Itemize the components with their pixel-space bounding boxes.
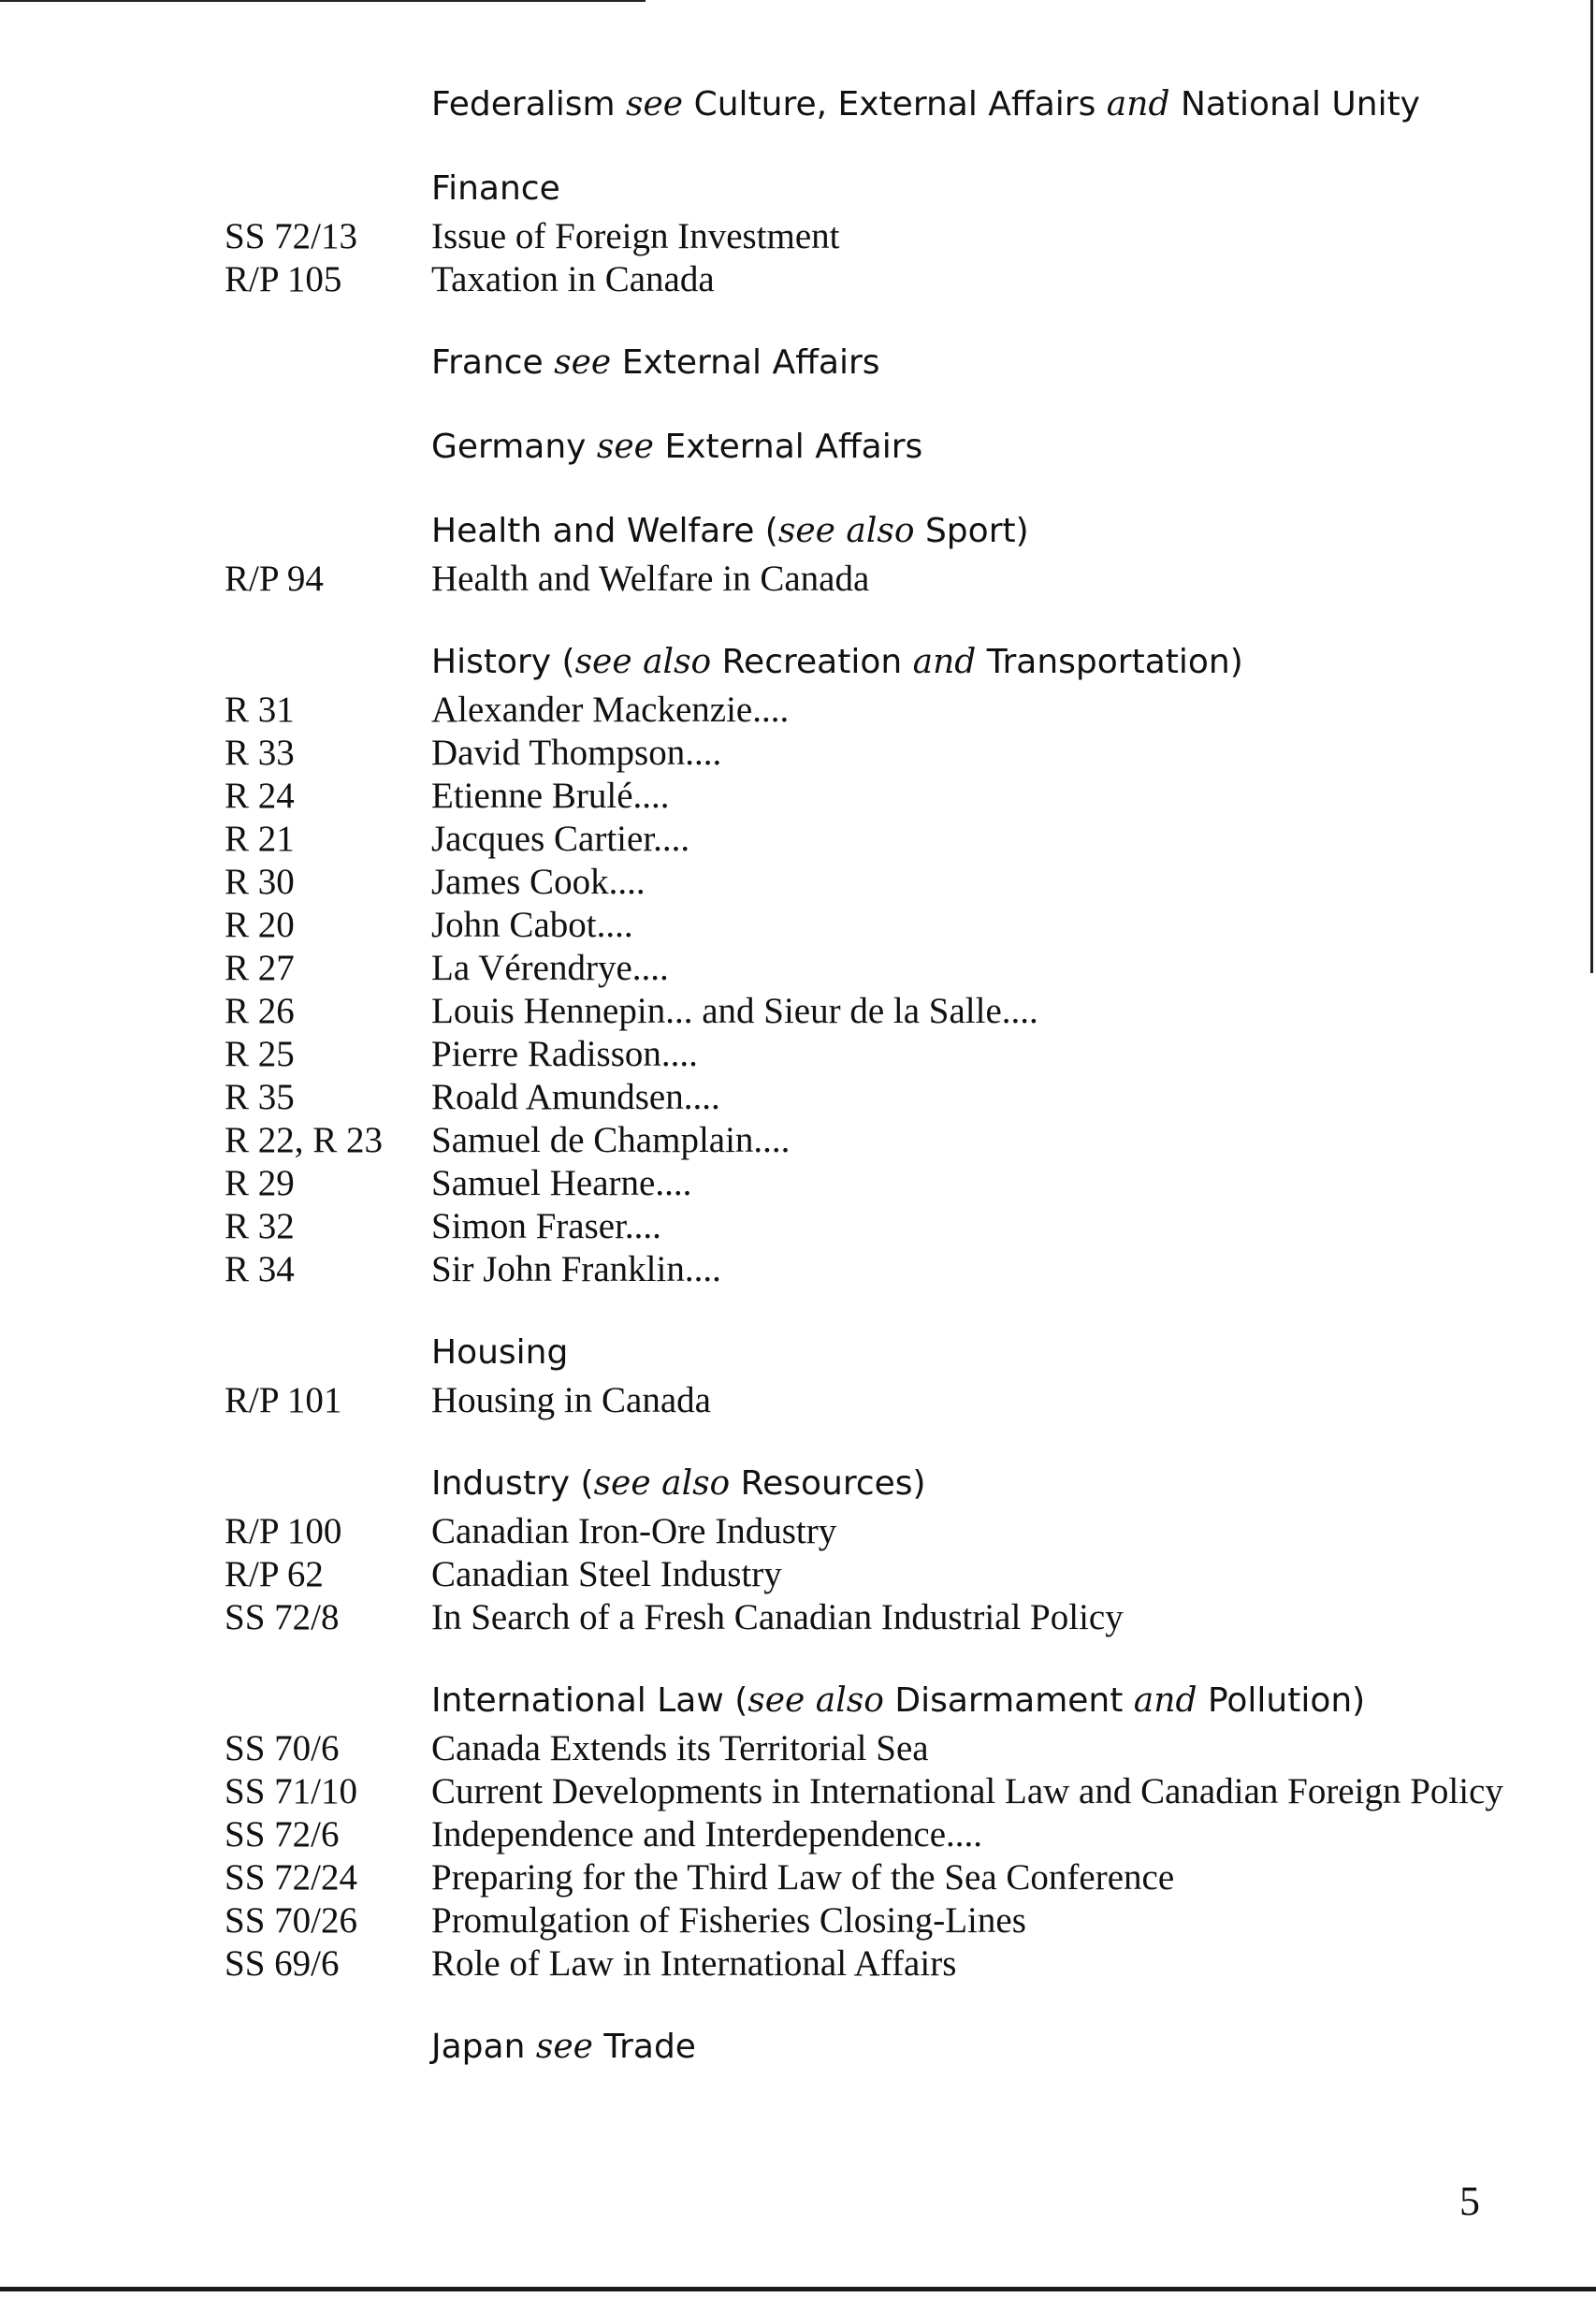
publication-title: Canadian Steel Industry (431, 1554, 782, 1594)
heading-crossref-word: and (912, 643, 977, 681)
publication-title: La Vérendrye.... (431, 948, 669, 988)
publication-code: R/P 94 (225, 559, 324, 599)
publication-title: Housing in Canada (431, 1380, 711, 1420)
index-section (225, 82, 1553, 127)
heading-text: Federalism (431, 85, 627, 124)
heading-text: Industry ( (431, 1464, 594, 1503)
section-spacer (225, 127, 1553, 167)
heading-text: Germany (431, 428, 597, 466)
section-spacer (225, 470, 1553, 509)
heading-text: Recreation (711, 643, 913, 681)
publication-code: SS 72/24 (225, 1857, 357, 1898)
publication-title: Louis Hennepin... and Sieur de la Salle.... (431, 991, 1038, 1031)
index-entry (225, 1076, 1553, 1119)
section-spacer (225, 301, 1553, 341)
publication-code: R 30 (225, 862, 295, 902)
index-section (225, 1462, 1553, 1639)
publication-title: Health and Welfare in Canada (431, 559, 870, 599)
index-entry (225, 818, 1553, 861)
publication-code: R 26 (225, 991, 295, 1031)
heading-crossref-word: see (554, 343, 612, 382)
publication-title: Sir John Franklin.... (431, 1249, 721, 1289)
section-heading (225, 509, 1553, 554)
heading-text: Transportation) (976, 643, 1243, 681)
index-entry (225, 1727, 1553, 1770)
heading-text: National Unity (1169, 85, 1420, 124)
heading-text: Health and Welfare ( (431, 512, 778, 550)
publication-title: Preparing for the Third Law of the Sea Conference (431, 1857, 1175, 1898)
section-spacer (225, 1639, 1553, 1679)
entry-list (225, 215, 1553, 301)
section-heading (225, 640, 1553, 685)
index-entry (225, 1205, 1553, 1248)
index-entry (225, 1119, 1553, 1162)
publication-code: SS 69/6 (225, 1943, 340, 1984)
index-section (225, 640, 1553, 1291)
publication-code: R 25 (225, 1034, 295, 1074)
index-entry (225, 732, 1553, 775)
publication-title: David Thompson.... (431, 733, 722, 773)
publication-title: Role of Law in International Affairs (431, 1943, 957, 1984)
heading-text: Disarmament (883, 1681, 1134, 1720)
publication-title: Canada Extends its Territorial Sea (431, 1728, 929, 1768)
publication-code: SS 71/10 (225, 1771, 357, 1811)
publication-title: Simon Fraser.... (431, 1206, 661, 1246)
index-section (225, 1679, 1553, 1985)
publication-code: R 27 (225, 948, 295, 988)
index-entry (225, 861, 1553, 904)
index-section (225, 167, 1553, 301)
heading-crossref-word: and (1133, 1681, 1197, 1720)
index-entry (225, 1770, 1553, 1813)
scan-edge-bottom (0, 2287, 1596, 2291)
publication-code: R 21 (225, 819, 295, 859)
index-entry (225, 1813, 1553, 1856)
index-entry (225, 558, 1553, 601)
publication-code: R/P 100 (225, 1511, 342, 1551)
publication-title: John Cabot.... (431, 905, 633, 945)
heading-text: France (431, 343, 555, 382)
section-heading (225, 341, 1553, 385)
index-entry (225, 1033, 1553, 1076)
publication-title: Alexander Mackenzie.... (431, 690, 790, 730)
publication-code: R 29 (225, 1163, 295, 1203)
heading-text: Culture, External Affairs (683, 85, 1107, 124)
publication-title: Independence and Interdependence.... (431, 1814, 983, 1854)
publication-code: R/P 105 (225, 259, 342, 299)
section-spacer (225, 601, 1553, 640)
entry-list (225, 1727, 1553, 1985)
publication-code: R 24 (225, 776, 295, 816)
publication-code: SS 72/6 (225, 1814, 340, 1854)
index-entry (225, 258, 1553, 301)
page-number: 5 (1459, 2178, 1480, 2224)
publication-title: Promulgation of Fisheries Closing-Lines (431, 1900, 1026, 1941)
heading-text: Pollution) (1197, 1681, 1366, 1720)
publication-title: Samuel de Champlain.... (431, 1120, 791, 1160)
index-entry (225, 947, 1553, 990)
index-entry (225, 990, 1553, 1033)
publication-title: In Search of a Fresh Canadian Industrial Policy (431, 1597, 1124, 1637)
publication-title: Jacques Cartier.... (431, 819, 690, 859)
index-section (225, 425, 1553, 470)
heading-crossref-word: see also (574, 643, 712, 681)
entry-list (225, 558, 1553, 601)
publication-title: Taxation in Canada (431, 259, 715, 299)
heading-text: External Affairs (611, 343, 880, 382)
section-spacer (225, 1291, 1553, 1331)
heading-text: Sport) (914, 512, 1029, 550)
index-entry (225, 1856, 1553, 1899)
heading-text: Resources) (730, 1464, 926, 1503)
heading-text: International Law ( (431, 1681, 748, 1720)
index-entry (225, 1899, 1553, 1942)
publication-code: SS 72/8 (225, 1597, 340, 1637)
publication-title: Issue of Foreign Investment (431, 216, 840, 256)
index-entry (225, 215, 1553, 258)
index-entry (225, 775, 1553, 818)
publication-code: R 33 (225, 733, 295, 773)
heading-crossref-word: see (596, 428, 654, 466)
publication-title: James Cook.... (431, 862, 646, 902)
heading-crossref-word: and (1106, 85, 1170, 124)
section-heading (225, 2025, 1553, 2070)
section-spacer (225, 1985, 1553, 2025)
publication-title: Current Developments in International Law and Canadian Foreign Policy (431, 1771, 1503, 1811)
entry-list (225, 1510, 1553, 1639)
publication-code: SS 72/13 (225, 216, 357, 256)
section-heading (225, 167, 1553, 211)
publication-title: Roald Amundsen.... (431, 1077, 720, 1117)
heading-text: Japan (431, 2028, 536, 2066)
heading-crossref-word: see also (593, 1464, 731, 1503)
publication-title: Samuel Hearne.... (431, 1163, 692, 1203)
index-entry (225, 1553, 1553, 1596)
scan-edge-top (0, 0, 646, 2)
heading-text: Trade (592, 2028, 696, 2066)
index-section (225, 509, 1553, 601)
section-heading (225, 1331, 1553, 1375)
publication-code: R 32 (225, 1206, 295, 1246)
section-heading (225, 1679, 1553, 1724)
publication-title: Etienne Brulé.... (431, 776, 670, 816)
heading-text: Finance (431, 169, 560, 208)
index-section (225, 1331, 1553, 1422)
index-entry (225, 1596, 1553, 1639)
publication-code: R 31 (225, 690, 295, 730)
publication-code: SS 70/6 (225, 1728, 340, 1768)
entry-list (225, 689, 1553, 1291)
index-section (225, 341, 1553, 385)
section-spacer (225, 1422, 1553, 1462)
heading-crossref-word: see (535, 2028, 593, 2066)
section-spacer (225, 385, 1553, 425)
subject-index (225, 82, 1553, 2070)
publication-code: R 35 (225, 1077, 295, 1117)
index-entry (225, 1510, 1553, 1553)
section-heading (225, 1462, 1553, 1506)
index-section (225, 2025, 1553, 2070)
scan-edge-right (1590, 0, 1593, 973)
index-entry (225, 904, 1553, 947)
publication-code: R 34 (225, 1249, 295, 1289)
heading-crossref-word: see (626, 85, 684, 124)
publication-code: R/P 62 (225, 1554, 324, 1594)
heading-text: External Affairs (654, 428, 923, 466)
index-entry (225, 1162, 1553, 1205)
heading-text: Housing (431, 1333, 569, 1372)
index-entry (225, 1942, 1553, 1985)
section-heading (225, 82, 1553, 127)
publication-code: R 22, R 23 (225, 1120, 384, 1160)
index-entry (225, 689, 1553, 732)
index-entry (225, 1379, 1553, 1422)
heading-crossref-word: see also (747, 1681, 884, 1720)
heading-crossref-word: see also (777, 512, 915, 550)
publication-code: R/P 101 (225, 1380, 342, 1420)
section-heading (225, 425, 1553, 470)
publication-code: R 20 (225, 905, 295, 945)
heading-text: History ( (431, 643, 575, 681)
publication-code: SS 70/26 (225, 1900, 357, 1941)
publication-title: Pierre Radisson.... (431, 1034, 698, 1074)
publication-title: Canadian Iron-Ore Industry (431, 1511, 837, 1551)
index-entry (225, 1248, 1553, 1291)
entry-list (225, 1379, 1553, 1422)
